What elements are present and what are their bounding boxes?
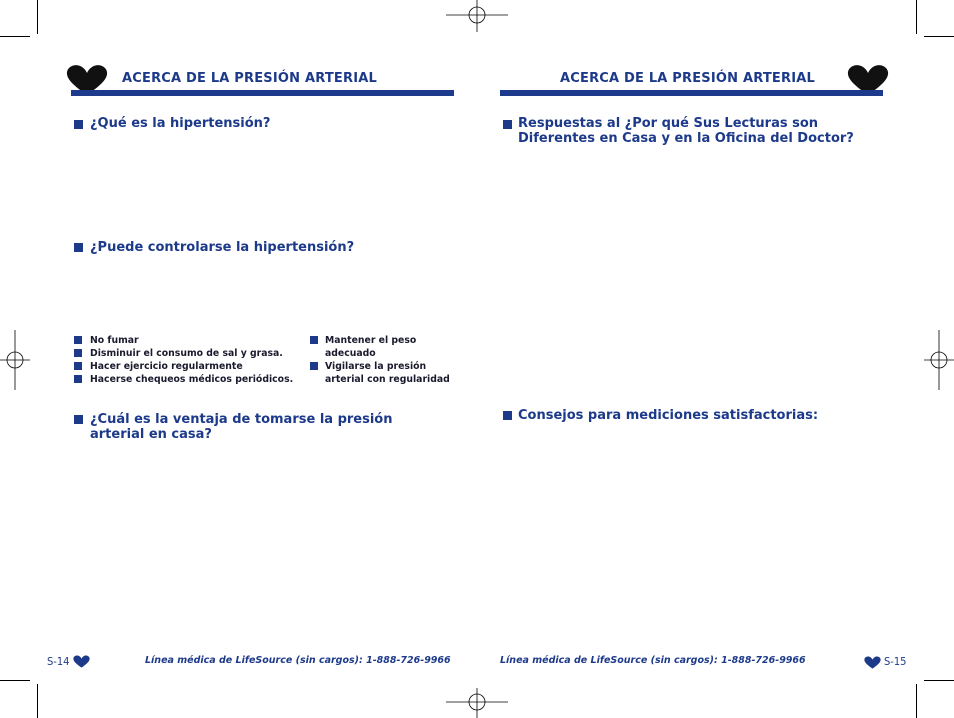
section-heading: ¿Qué es la hipertensión? [90,116,271,131]
section-heading: Consejos para mediciones satisfactorias: [518,408,819,423]
page-header-title: ACERCA DE LA PRESIÓN ARTERIAL [122,71,377,86]
registration-mark-bottom [446,688,508,718]
section-heading-continuation: arterial en casa? [90,427,212,442]
section-bullet [74,415,83,424]
list-bullet [74,375,82,383]
footer-phone-line: Línea médica de LifeSource (sin cargos): 1-888-726-9966 [500,655,806,666]
section-bullet [74,120,83,129]
page-header-title: ACERCA DE LA PRESIÓN ARTERIAL [560,71,815,86]
crop-mark [916,0,917,34]
registration-mark-left [0,330,30,390]
crop-mark [37,0,38,34]
registration-mark-top [446,0,508,32]
list-bullet [74,362,82,370]
page-number: S-15 [884,655,907,668]
crop-mark [924,680,954,681]
list-item: Hacer ejercicio regularmente [90,361,243,372]
crop-mark [924,36,954,37]
list-bullet [74,336,82,344]
crop-mark [916,684,917,718]
heart-icon [73,655,90,668]
list-item: Disminuir el consumo de sal y grasa. [90,348,283,359]
section-bullet [74,243,83,252]
list-item: No fumar [90,335,139,346]
list-bullet [74,349,82,357]
crop-mark [0,36,30,37]
section-heading-continuation: Diferentes en Casa y en la Oficina del Doctor? [518,131,854,146]
crop-mark [0,680,30,681]
header-rule [71,90,454,96]
page-number: S-14 [47,655,70,668]
list-item: Mantener el peso [325,335,417,346]
list-item-continuation: adecuado [325,348,376,359]
list-bullet [310,362,318,370]
list-bullet [310,336,318,344]
heart-icon [864,656,881,669]
crop-mark [37,684,38,718]
footer-phone-line: Línea médica de LifeSource (sin cargos): 1-888-726-9966 [145,655,451,666]
registration-mark-right [924,330,954,390]
section-bullet [503,411,512,420]
section-heading: ¿Puede controlarse la hipertensión? [90,240,355,255]
section-bullet [503,120,512,129]
list-item-continuation: arterial con regularidad [325,374,450,385]
list-item: Vigilarse la presión [325,361,427,372]
list-item: Hacerse chequeos médicos periódicos. [90,374,294,385]
header-rule [500,90,883,96]
section-heading: Respuestas al ¿Por qué Sus Lecturas son [518,116,819,131]
section-heading: ¿Cuál es la ventaja de tomarse la presión [90,412,393,427]
